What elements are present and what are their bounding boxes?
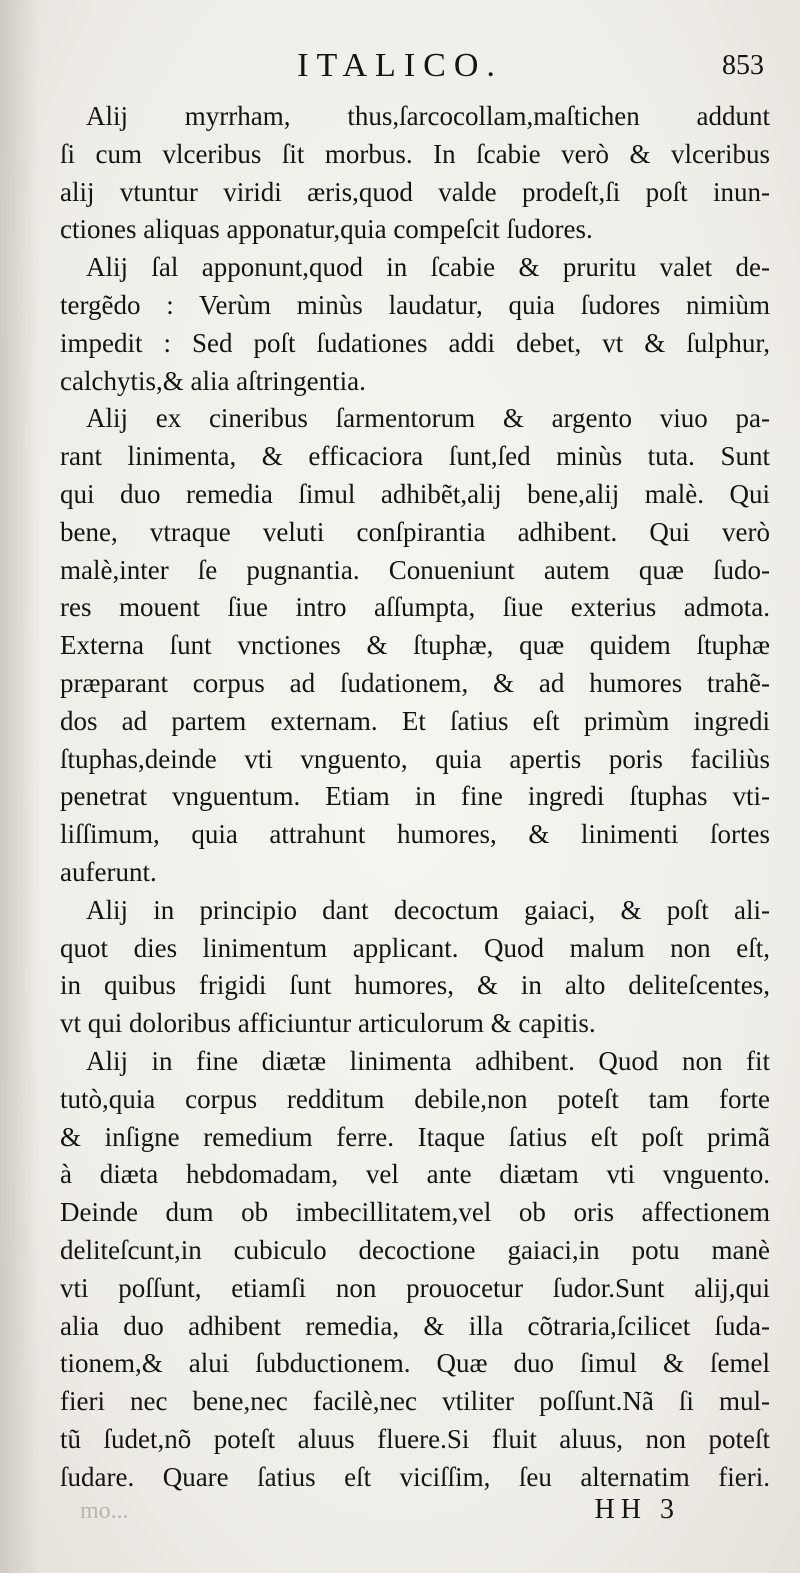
text-line: vt qui doloribus afficiuntur articulorum & capitis. bbox=[60, 1008, 596, 1039]
text-line: rant linimenta, & efficaciora ſunt,ſed minùs tuta. Sunt bbox=[60, 441, 770, 472]
text-line: Externa ſunt vnctiones & ſtuphæ, quæ quidem ſtuphæ bbox=[60, 630, 770, 661]
text-line: calchytis,& alia aſtringentia. bbox=[60, 365, 366, 396]
text-line: Alij ex cineribus ſarmentorum & argento viuo pa- bbox=[86, 403, 770, 434]
text-line: res mouent ſiue intro aſſumpta, ſiue exterius admota. bbox=[60, 592, 770, 623]
text-line: tũ ſudet,nõ poteſt aluus fluere.Si fluit aluus, non poteſt bbox=[60, 1423, 770, 1454]
text-line: liſſimum, quia attrahunt humores, & linimenti ſortes bbox=[60, 819, 770, 850]
text-line: qui duo remedia ſimul adhibẽt,alij bene,alij malè. Qui bbox=[60, 478, 770, 509]
text-line: Deinde dum ob imbecillitatem,vel ob oris affectionem bbox=[60, 1197, 770, 1228]
text-line: quot dies linimentum applicant. Quod malum non eſt, bbox=[60, 932, 770, 963]
text-line: in quibus frigidi ſunt humores, & in alto deliteſcentes, bbox=[60, 970, 770, 1001]
text-line: Alij myrrham, thus,ſarcocollam,maſtichen addunt bbox=[86, 101, 770, 131]
text-line: Alij ſal apponunt,quod in ſcabie & pruritu valet de- bbox=[86, 252, 770, 283]
text-line: alia duo adhibent remedia, & illa cõtraria,ſcilicet ſuda- bbox=[60, 1310, 770, 1341]
body-text bbox=[60, 98, 770, 1493]
text-line: bene, vtraque veluti conſpirantia adhibent. Qui verò bbox=[60, 516, 770, 547]
signature-mark: HH 3 bbox=[594, 1494, 680, 1525]
text-line: deliteſcunt,in cubiculo decoctione gaiaci,in potu manè bbox=[60, 1234, 770, 1265]
text-line: tutò,quia corpus redditum debile,non poteſt tam forte bbox=[60, 1083, 770, 1114]
text-line: penetrat vnguentum. Etiam in fine ingredi ſtuphas vti- bbox=[60, 781, 770, 812]
text-line: dos ad partem externam. Et ſatius eſt primùm ingredi bbox=[60, 705, 770, 736]
catchword: mo... bbox=[80, 1498, 129, 1524]
gutter-shadow bbox=[0, 0, 40, 1573]
page-number: 853 bbox=[722, 50, 764, 81]
text-line: à diæta hebdomadam, vel ante diætam vti vnguento. bbox=[60, 1159, 770, 1190]
text-line: ctiones aliquas apponatur,quia compeſcit ſudores. bbox=[60, 214, 593, 245]
page-header bbox=[0, 44, 800, 88]
text-line: ſudare. Quare ſatius eſt viciſſim, ſeu alternatim fieri. bbox=[60, 1461, 770, 1492]
text-line: malè,inter ſe pugnantia. Conueniunt autem quæ ſudo- bbox=[60, 554, 770, 585]
text-line: fieri nec bene,nec facilè,nec vtiliter poſſunt.Nã ſi mul- bbox=[60, 1386, 770, 1417]
text-line: ſtuphas,deinde vti vnguento, quia apertis poris faciliùs bbox=[60, 743, 770, 774]
text-line: alij vtuntur viridi æris,quod valde prodeſt,ſi poſt inun- bbox=[60, 176, 770, 207]
text-line: tionem,& alui ſubductionem. Quæ duo ſimul & ſemel bbox=[60, 1348, 770, 1379]
text-line: Alij in principio dant decoctum gaiaci, & poſt ali- bbox=[86, 894, 770, 925]
text-line: & inſigne remedium ferre. Itaque ſatius eſt poſt primã bbox=[60, 1121, 770, 1152]
text-line: vti poſſunt, etiamſi non prouocetur ſudor.Sunt alij,qui bbox=[60, 1272, 770, 1303]
text-line: Alij in fine diætæ linimenta adhibent. Quod non fit bbox=[86, 1045, 770, 1076]
text-line: præparant corpus ad ſudationem, & ad humores trahẽ- bbox=[60, 667, 770, 698]
text-line: ſi cum vlceribus ſit morbus. In ſcabie verò & vlceribus bbox=[60, 138, 770, 169]
running-head: ITALICO. bbox=[297, 47, 503, 84]
text-line: tergẽdo : Verùm minùs laudatur, quia ſudores nimiùm bbox=[60, 289, 770, 320]
text-line: impedit : Sed poſt ſudationes addi debet, vt & ſulphur, bbox=[60, 327, 770, 358]
text-line: auferunt. bbox=[60, 856, 157, 887]
